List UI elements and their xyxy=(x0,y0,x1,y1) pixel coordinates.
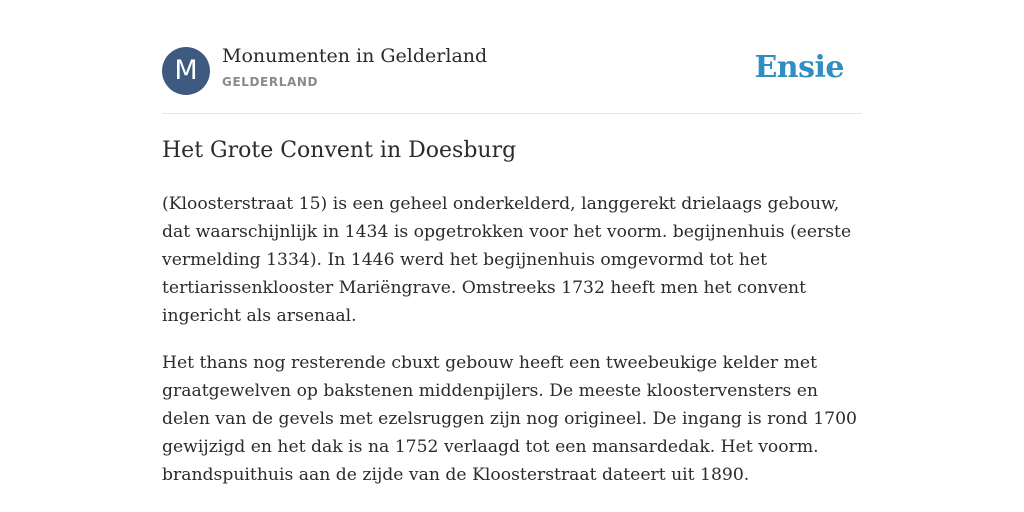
header xyxy=(162,0,862,114)
site-name[interactable]: Monumenten in Gelderland xyxy=(222,45,488,67)
article-paragraph: (Kloosterstraat 15) is een geheel onderkelderd, langgerekt drielaags gebouw, dat waarschijnlijk in 1434 is opgetrokken voor het voorm. begijnenhuis (eerste vermelding 1334). In 1446 werd het begijnenhuis omgevormd tot het tertiarissenklooster Mariëngrave. Omstreeks 1732 heeft men het convent ingericht als arsenaal. xyxy=(162,194,852,326)
article-title: Het Grote Convent in Doesburg xyxy=(162,138,517,163)
brand-logo[interactable]: Ensie xyxy=(754,50,844,85)
avatar[interactable]: M xyxy=(162,47,210,95)
article-paragraph: Het thans nog resterende cbuxt gebouw heeft een tweebeukige kelder met graatgewelven op bakstenen middenpijlers. De meeste kloostervensters en delen van de gevels met ezelsruggen zijn nog origineel. De ingang is rond 1700 gewijzigd en het dak is na 1752 verlaagd tot een mansardedak. Het voorm. brandspuithuis aan de zijde van de Kloosterstraat dateert uit 1890. xyxy=(162,353,857,485)
site-subtitle[interactable]: GELDERLAND xyxy=(222,75,319,89)
page xyxy=(162,0,862,512)
article-body xyxy=(162,190,862,508)
